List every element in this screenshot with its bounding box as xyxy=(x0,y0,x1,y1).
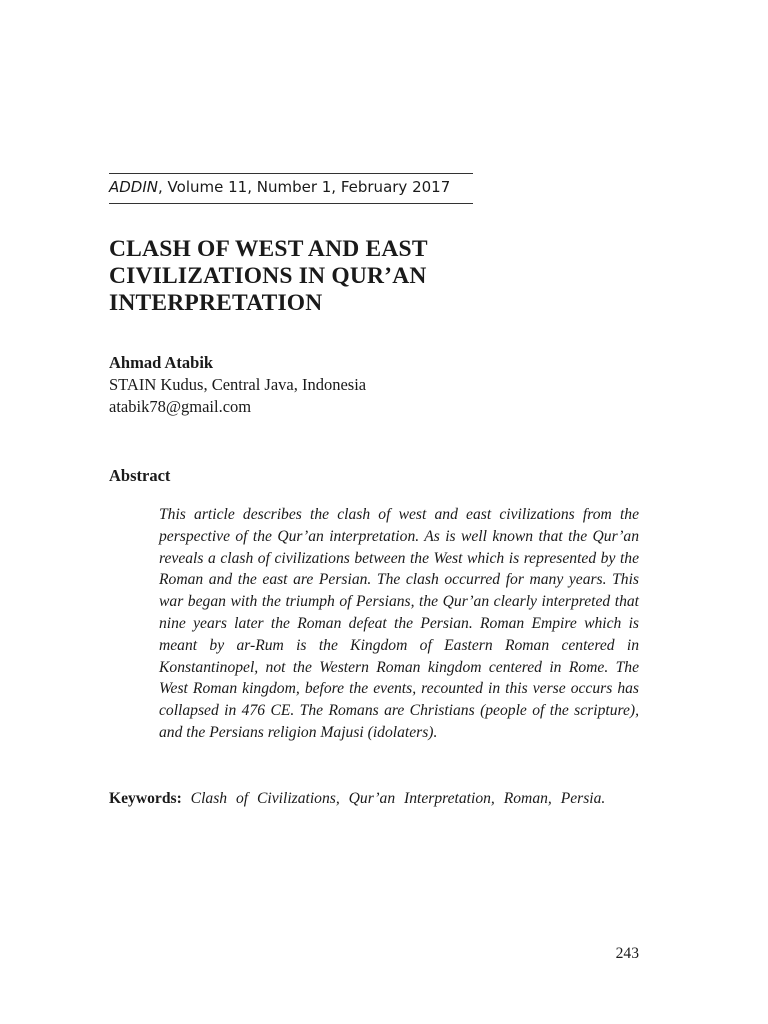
header-rule-top xyxy=(109,173,473,174)
abstract-text: This article describes the clash of west and east civilizations from the perspective of the Qur’an interpretation. As is well known that the Qur’an reveals a clash of civilizations between the West which is represented by the Roman and the east are Persian. The clash occurred for many years. This war began with the triumph of Persians, the Qur’an clearly interpreted that nine years later the Roman defeat the Persian. Roman Empire which is meant by ar-Rum is the Kingdom of Eastern Roman centered in Konstantinopel, not the Western Roman kingdom centered in Rome. The West Roman kingdom, before the events, recounted in this verse occurs has collapsed in 476 CE. The Romans are Christians (people of the scripture), and the Persians religion Majusi (idolaters). xyxy=(159,506,639,741)
page-number: 243 xyxy=(615,945,639,962)
keywords-text: Clash of Civilizations, Qur’an Interpretation, Roman, Persia. xyxy=(190,790,606,807)
keywords xyxy=(109,788,639,810)
author-email: atabik78@gmail.com xyxy=(109,397,252,416)
abstract-heading: Abstract xyxy=(109,466,171,485)
author-block xyxy=(109,352,366,418)
title-line: CLASH OF WEST AND EAST xyxy=(109,236,428,262)
keywords-label: Keywords: xyxy=(109,790,182,807)
title-line: INTERPRETATION xyxy=(109,290,323,316)
header-rule-bottom xyxy=(109,203,473,204)
running-header xyxy=(109,176,489,198)
article-title xyxy=(109,236,649,317)
title-line: CIVILIZATIONS IN QUR’AN xyxy=(109,263,427,289)
journal-name: ADDIN xyxy=(109,178,159,196)
author-affiliation: STAIN Kudus, Central Java, Indonesia xyxy=(109,375,367,394)
journal-issue: , Volume 11, Number 1, February 2017 xyxy=(158,178,451,196)
author-name: Ahmad Atabik xyxy=(109,353,214,372)
